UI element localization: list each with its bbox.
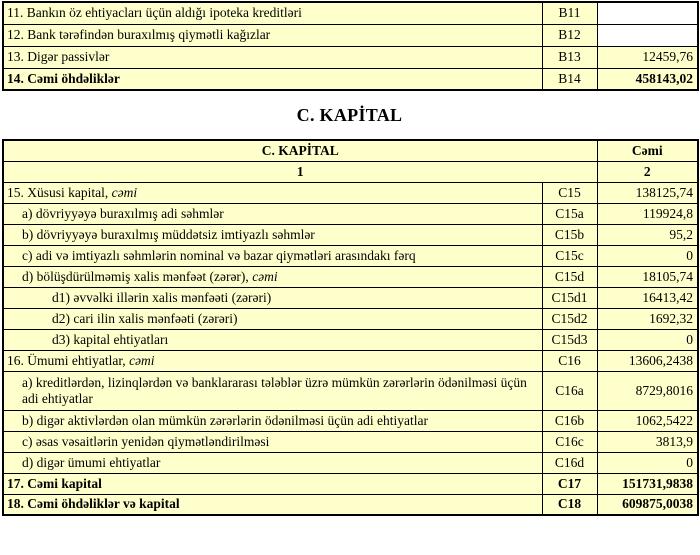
table-row (3, 371, 698, 410)
row-value-cell: 18105,74 (597, 266, 698, 287)
table-row (3, 452, 698, 473)
row-value-cell: 8729,8016 (597, 371, 698, 410)
row-label-cell (3, 266, 542, 287)
row-value-cell: 138125,74 (597, 182, 698, 203)
row-value-cell: 0 (597, 329, 698, 350)
row-label-italic: cəmi (111, 184, 138, 200)
table-row (3, 2, 698, 24)
row-code-cell: C15c (542, 245, 597, 266)
table-row (3, 24, 698, 46)
table-row-total-capital (3, 473, 698, 494)
row-label-cell: d3) kapital ehtiyatları (3, 329, 542, 350)
table-row (3, 410, 698, 431)
row-value-cell (597, 24, 698, 46)
row-code-cell: C15 (542, 182, 597, 203)
row-label-cell: c) adi və imtiyazlı səhmlərin nominal və bazar qiymətləri arasındakı fərq (3, 245, 542, 266)
row-label: d) bölüşdürülməmiş xalis mənfəət (zərər), (22, 268, 253, 284)
row-label-cell: c) əsas vəsaitlərin yenidən qiymətləndirilməsi (3, 431, 542, 452)
row-label-cell: 14. Cəmi öhdəliklər (3, 68, 542, 90)
row-value-cell: 13606,2438 (597, 350, 698, 371)
row-value-cell: 151731,9838 (597, 473, 698, 494)
row-value-cell: 609875,0038 (597, 494, 698, 515)
row-code-cell: C18 (542, 494, 597, 515)
table-row (3, 203, 698, 224)
table-row (3, 266, 698, 287)
table-row-total-liabilities-and-capital (3, 494, 698, 515)
row-code-cell: C16b (542, 410, 597, 431)
row-value-cell: 95,2 (597, 224, 698, 245)
table-title-cell: C. KAPİTAL (3, 140, 597, 161)
row-value-cell: 0 (597, 452, 698, 473)
column-number-row (3, 161, 698, 182)
row-code-cell: C15d1 (542, 287, 597, 308)
row-label-cell: 13. Digər passivlər (3, 46, 542, 68)
row-label-cell: d1) əvvəlki illərin xalis mənfəəti (zərəri) (3, 287, 542, 308)
row-code-cell: B12 (542, 24, 597, 46)
row-label-cell (3, 350, 542, 371)
table-row (3, 46, 698, 68)
table-row (3, 287, 698, 308)
row-value-cell: 458143,02 (597, 68, 698, 90)
row-label-cell: 17. Cəmi kapital (3, 473, 542, 494)
row-code-cell: B14 (542, 68, 597, 90)
row-code-cell: C15b (542, 224, 597, 245)
column-number-2-cell: 2 (597, 161, 698, 182)
row-label-cell: a) kreditlərdən, lizinqlərdən və banklararası tələblər üzrə mümkün zərərlərin ödənilməsi üçün adi ehtiyatlar (3, 371, 542, 410)
row-value-cell: 119924,8 (597, 203, 698, 224)
table-row-total-liabilities (3, 68, 698, 90)
row-label-cell: b) digər aktivlərdən olan mümkün zərərlərin ödənilməsi üçün adi ehtiyatlar (3, 410, 542, 431)
row-code-cell: C17 (542, 473, 597, 494)
row-value-cell: 0 (597, 245, 698, 266)
row-code-cell: B13 (542, 46, 597, 68)
row-code-cell: C16c (542, 431, 597, 452)
row-label-cell: 11. Bankın öz ehtiyacları üçün aldığı ipoteka kreditləri (3, 2, 542, 24)
row-code-cell: B11 (542, 2, 597, 24)
value-column-header-cell: Cəmi (597, 140, 698, 161)
row-code-cell: C15d (542, 266, 597, 287)
column-number-1-cell: 1 (3, 161, 597, 182)
row-label: 16. Ümumi ehtiyatlar, (7, 352, 130, 368)
row-label-cell: a) dövriyyəyə buraxılmış adi səhmlər (3, 203, 542, 224)
table-row (3, 182, 698, 203)
row-label-cell: d) digər ümumi ehtiyatlar (3, 452, 542, 473)
liabilities-table (2, 1, 699, 91)
row-code-cell: C16a (542, 371, 597, 410)
table-row (3, 245, 698, 266)
table-row (3, 308, 698, 329)
row-label-italic: cəmi (129, 352, 155, 368)
row-label-cell: d2) cari ilin xalis mənfəəti (zərəri) (3, 308, 542, 329)
row-label-italic: cəmi (252, 268, 278, 284)
table-row (3, 329, 698, 350)
row-label-cell: 18. Cəmi öhdəliklər və kapital (3, 494, 542, 515)
row-value-cell: 1062,5422 (597, 410, 698, 431)
row-value-cell: 12459,76 (597, 46, 698, 68)
row-code-cell: C16 (542, 350, 597, 371)
table-row (3, 431, 698, 452)
row-label-cell: b) dövriyyəyə buraxılmış müddətsiz imtiyazlı səhmlər (3, 224, 542, 245)
table-row (3, 350, 698, 371)
row-code-cell: C16d (542, 452, 597, 473)
row-code-cell: C15d2 (542, 308, 597, 329)
section-heading: C. KAPİTAL (296, 105, 403, 125)
capital-table (2, 139, 699, 516)
row-value-cell: 3813,9 (597, 431, 698, 452)
row-value-cell (597, 2, 698, 24)
row-label: 15. Xüsusi kapital, (7, 184, 112, 200)
row-label-cell (3, 182, 542, 203)
row-label-cell: 12. Bank tərəfindən buraxılmış qiymətli kağızlar (3, 24, 542, 46)
row-value-cell: 16413,42 (597, 287, 698, 308)
row-code-cell: C15d3 (542, 329, 597, 350)
table-row (3, 224, 698, 245)
table-header-row (3, 140, 698, 161)
row-value-cell: 1692,32 (597, 308, 698, 329)
row-code-cell: C15a (542, 203, 597, 224)
